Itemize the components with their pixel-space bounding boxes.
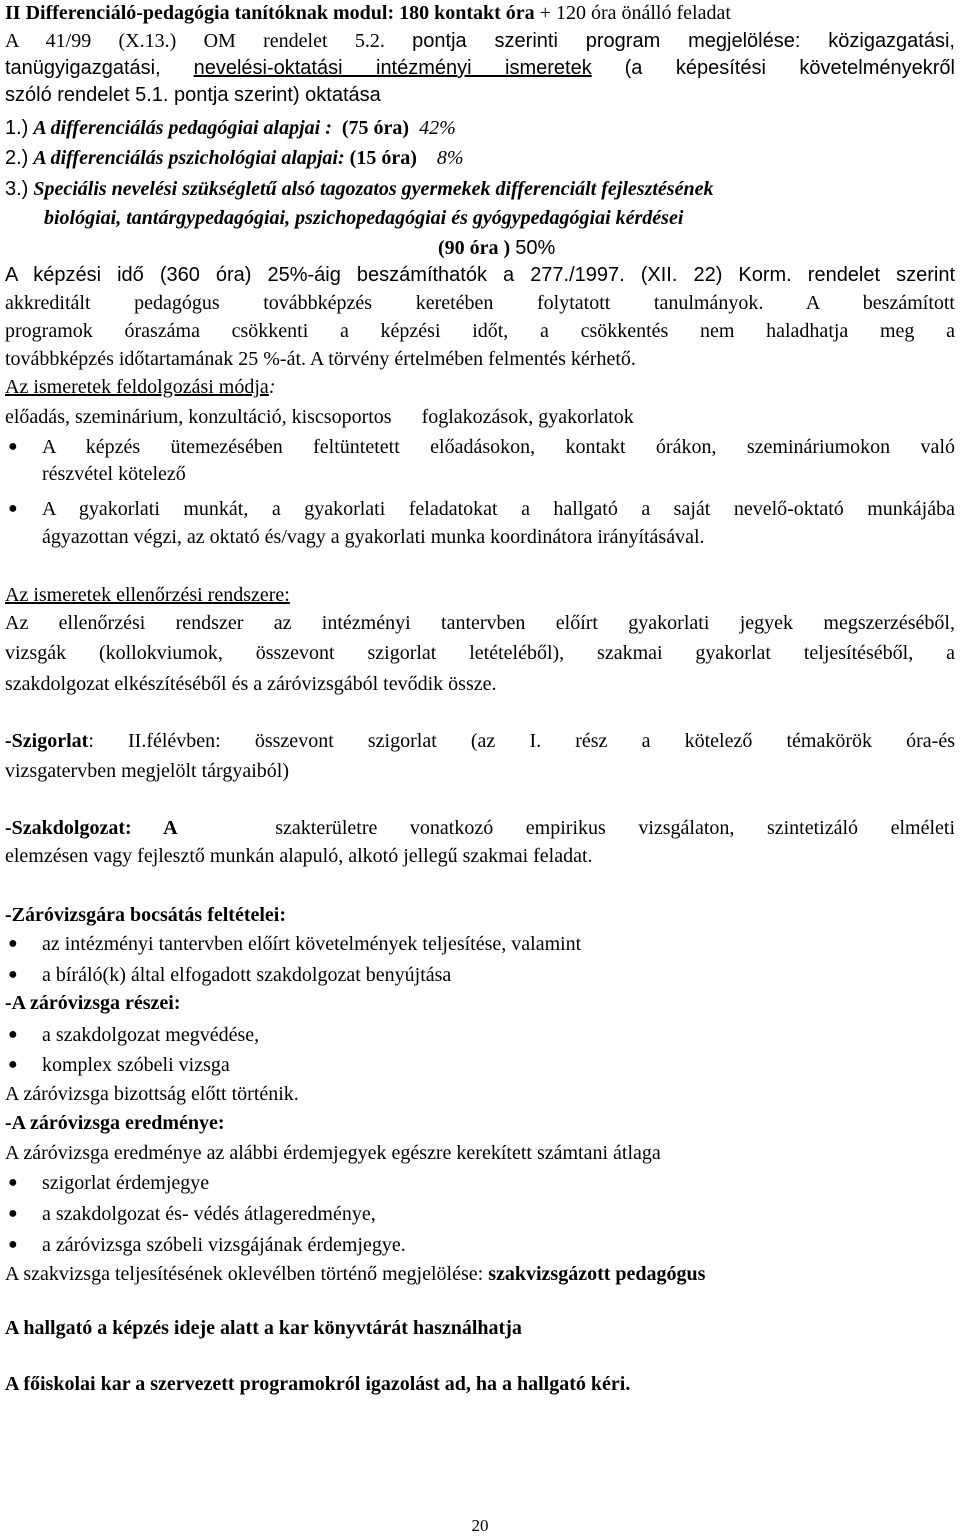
- regulation-line-3: szóló rendelet 5.1. pontja szerint) oktatása: [5, 84, 381, 106]
- thesis-line-2: elemzésen vagy fejlesztő munkán alapuló, alkotó jellegű szakmai feladat.: [5, 845, 593, 867]
- final-exam-result-heading: -A záróvizsga eredménye:: [5, 1112, 225, 1134]
- diploma-designation: A szakvizsga teljesítésének oklevélben történő megjelölése: szakvizsgázott pedagógus: [5, 1263, 706, 1285]
- certificate-note: A főiskolai kar a szervezett programokról igazolást ad, ha a hallgató kéri.: [5, 1373, 631, 1395]
- comprehensive-exam-line-2: vizsgatervben megjelölt tárgyaiból): [5, 760, 289, 782]
- credit-paragraph-1: A képzési idő (360 óra) 25%-áig beszámíthatók a 277./1997. (XII. 22) Korm. rendelet szerint: [5, 264, 955, 286]
- bullet-icon: ●: [8, 935, 18, 952]
- part-1: a szakdolgozat megvédése,: [42, 1024, 260, 1046]
- method-bullet-1: A képzés ütemezésében feltüntetett előadásokon, kontakt órákon, szemináriumokon való: [42, 436, 955, 458]
- regulation-line-1: A 41/99 (X.13.) OM rendelet 5.2. pontja szerinti program megjelölése: közigazgatási,: [5, 30, 955, 52]
- bullet-icon: ●: [8, 438, 18, 455]
- part-2: komplex szóbeli vizsga: [42, 1054, 230, 1076]
- method-bullet-1-cont: részvétel kötelező: [42, 463, 186, 485]
- credit-paragraph-3: programok óraszáma csökkenti a képzési időt, a csökkentés nem haladhatja meg a: [5, 320, 955, 342]
- assessment-line-3: szakdolgozat elkészítéséből és a záróvizsgából tevődik össze.: [5, 673, 497, 695]
- credit-paragraph-2: akkreditált pedagógus továbbképzés keretében folytatott tanulmányok. A beszámított: [5, 292, 955, 314]
- result-item-3: a záróvizsga szóbeli vizsgájának érdemjegye.: [42, 1234, 406, 1256]
- assessment-line-1: Az ellenőrzési rendszer az intézményi tantervben előírt gyakorlati jegyek megszerzéséből,: [5, 612, 955, 634]
- final-exam-conditions-heading: -Záróvizsgára bocsátás feltételei:: [5, 904, 287, 926]
- final-exam-parts-heading: -A záróvizsga részei:: [5, 992, 181, 1014]
- method-bullet-2: A gyakorlati munkát, a gyakorlati feladatokat a hallgató a saját nevelő-oktató munkájába: [42, 498, 955, 520]
- page-number: 20: [471, 1516, 489, 1535]
- regulation-line-2: tanügyigazgatási, nevelési-oktatási intézményi ismeretek (a képesítési követelményekről: [5, 57, 956, 79]
- bullet-icon: ●: [8, 1174, 18, 1191]
- comprehensive-exam-line-1: -Szigorlat: II.félévben: összevont szigorlat (az I. rész a kötelező témakörök óra-és: [5, 730, 955, 752]
- module-title: II Differenciáló-pedagógia tanítóknak modul: 180 kontakt óra + 120 óra önálló feladat: [5, 2, 731, 24]
- item-3-continuation: biológiai, tantárgypedagógiai, pszichopedagógiai és gyógypedagógiai kérdései: [44, 207, 684, 229]
- processing-heading: Az ismeretek feldolgozási módja:: [5, 376, 276, 398]
- item-2: 2.) A differenciálás pszichológiai alapjai: (15 óra) 8%: [5, 147, 464, 169]
- condition-1: az intézményi tantervben előírt követelmények teljesítése, valamint: [42, 933, 582, 955]
- result-item-2: a szakdolgozat és- védés átlageredménye,: [42, 1203, 376, 1225]
- committee-note: A záróvizsga bizottság előtt történik.: [5, 1083, 299, 1105]
- bullet-icon: ●: [8, 500, 18, 517]
- bullet-icon: ●: [8, 1205, 18, 1222]
- thesis-line-1: -Szakdolgozat: A szakterületre vonatkozó empirikus vizsgálaton, szintetizáló elméleti: [5, 817, 956, 839]
- credit-paragraph-4: továbbképzés időtartamának 25 %-át. A törvény értelmében felmentés kérhető.: [5, 348, 636, 370]
- result-description: A záróvizsga eredménye az alábbi érdemjegyek egészre kerekített számtani átlaga: [5, 1142, 661, 1164]
- item-3-hours: (90 óra ) 50%: [438, 237, 556, 259]
- assessment-line-2: vizsgák (kollokviumok, összevont szigorlat letételéből), szakmai gyakorlat teljesítéséből, a: [5, 642, 955, 664]
- item-1: 1.) A differenciálás pedagógiai alapjai : (75 óra) 42%: [5, 117, 456, 139]
- bullet-icon: ●: [8, 1026, 18, 1043]
- bullet-icon: ●: [8, 1056, 18, 1073]
- method-bullet-2-cont: ágyazottan végzi, az oktató és/vagy a gyakorlati munka koordinátora irányításával.: [42, 526, 705, 548]
- bullet-icon: ●: [8, 1236, 18, 1253]
- result-item-1: szigorlat érdemjegye: [42, 1172, 210, 1194]
- assessment-heading: Az ismeretek ellenőrzési rendszere:: [5, 584, 290, 606]
- item-3: 3.) Speciális nevelési szükségletű alsó tagozatos gyermekek differenciált fejlesztésének: [5, 178, 714, 200]
- library-note: A hallgató a képzés ideje alatt a kar könyvtárát használhatja: [5, 1317, 522, 1339]
- processing-methods: előadás, szeminárium, konzultáció, kiscsoportos foglakozások, gyakorlatok: [5, 406, 634, 428]
- bullet-icon: ●: [8, 966, 18, 983]
- condition-2: a bíráló(k) által elfogadott szakdolgozat benyújtása: [42, 964, 452, 986]
